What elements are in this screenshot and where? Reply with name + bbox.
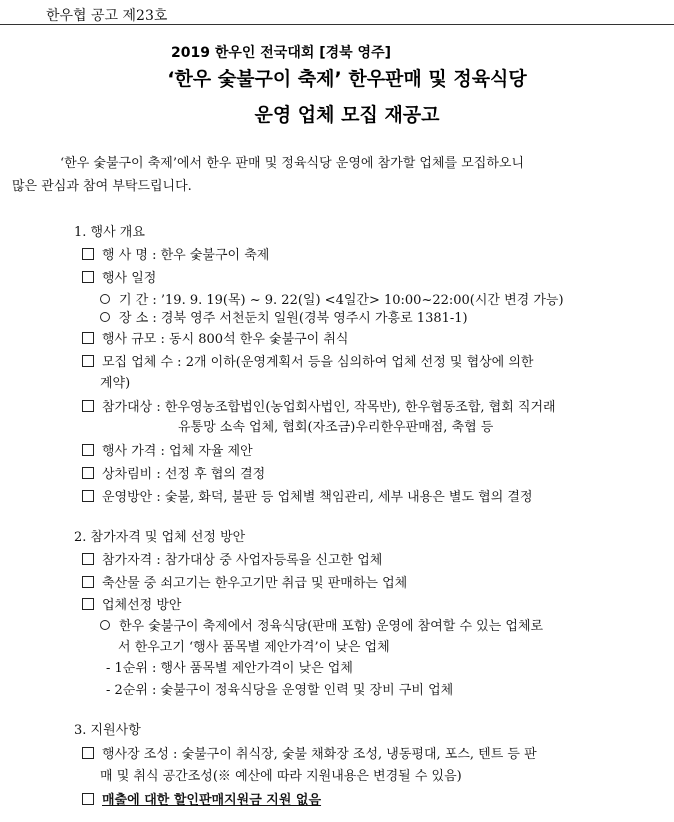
header-divider xyxy=(0,24,674,25)
item-price xyxy=(82,440,253,459)
intro-line-2: 많은 관심과 참여 부탁드립니다. xyxy=(12,179,192,194)
item-text: 참가자격 : 참가대상 중 사업자등록을 신고한 업체 xyxy=(102,553,383,568)
item-text: 한우 숯불구이 축제에서 정육식당(판매 포함) 운영에 참여할 수 있는 업체로 xyxy=(119,619,544,634)
item-operation xyxy=(82,486,533,505)
checkbox-icon xyxy=(82,490,94,502)
item-recruit xyxy=(82,351,534,370)
item-text: 행 사 명 : 한우 숯불구이 축제 xyxy=(102,248,270,263)
item-text: 축산물 중 쇠고기는 한우고기만 취급 및 판매하는 업체 xyxy=(102,576,408,591)
subitem-selection-detail-cont: 서 한우고기 ‘행사 품목별 제안가격’이 낮은 업체 xyxy=(118,640,390,655)
checkbox-icon xyxy=(82,355,94,367)
circle-bullet-icon xyxy=(100,294,110,304)
subitem-period xyxy=(100,289,564,308)
checkbox-icon xyxy=(82,248,94,260)
item-selection xyxy=(82,594,181,613)
title-line-1: 2019 한우인 전국대회 [경북 영주] xyxy=(170,45,392,61)
item-text: 모집 업체 수 : 2개 이하(운영계획서 등을 심의하여 업체 선정 및 협상에 의한 xyxy=(102,355,534,370)
item-scale xyxy=(82,328,349,347)
rank-2: - 2순위 : 숯불구이 정육식당을 운영할 인력 및 장비 구비 업체 xyxy=(106,683,454,698)
item-text: 기 간 : ’19. 9. 19(목) ~ 9. 22(일) <4일간> 10:00~22:00(시간 변경 가능) xyxy=(119,293,564,308)
item-fee xyxy=(82,463,265,482)
item-qualification xyxy=(82,549,382,568)
item-text: 매출에 대한 할인판매지원금 지원 없음 xyxy=(102,793,322,808)
subitem-venue xyxy=(100,307,468,326)
item-participants xyxy=(82,396,556,415)
checkbox-icon xyxy=(82,467,94,479)
checkbox-icon xyxy=(82,332,94,344)
section-2-heading: 2. 참가자격 및 업체 선정 방안 xyxy=(74,530,246,545)
subitem-selection-detail xyxy=(100,615,543,634)
title-line-2: ‘한우 숯불구이 축제’ 한우판매 및 정육식당 xyxy=(167,68,527,90)
item-text: 상차림비 : 선정 후 협의 결정 xyxy=(102,467,266,482)
item-text: 업체선정 방안 xyxy=(102,598,182,613)
item-text: 장 소 : 경북 영주 서천둔치 일원(경북 영주시 가흥로 1381-1) xyxy=(119,311,468,326)
item-text: 행사 일정 xyxy=(102,271,157,286)
item-no-discount xyxy=(82,789,321,808)
item-recruit-cont: 계약) xyxy=(100,376,131,391)
item-schedule xyxy=(82,267,156,286)
circle-bullet-icon xyxy=(100,312,110,322)
intro-paragraph xyxy=(12,152,640,198)
item-text: 행사 규모 : 동시 800석 한우 숯불구이 취식 xyxy=(102,332,349,347)
title-line-3: 운영 업체 모집 재공고 xyxy=(254,104,440,126)
checkbox-icon xyxy=(82,747,94,759)
item-text: 참가대상 : 한우영농조합법인(농업회사법인, 작목반), 한우협동조합, 협회 직거래 xyxy=(102,400,556,415)
item-text: 행사 가격 : 업체 자율 제안 xyxy=(102,444,253,459)
item-support xyxy=(82,743,537,762)
checkbox-icon xyxy=(82,793,94,805)
circle-bullet-icon xyxy=(100,620,110,630)
item-support-cont: 매 및 취식 공간조성(※ 예산에 따라 지원내용은 변경될 수 있음) xyxy=(100,769,462,784)
checkbox-icon xyxy=(82,271,94,283)
checkbox-icon xyxy=(82,553,94,565)
item-participants-cont: 유통망 소속 업체, 협회(자조금)우리한우판매점, 축협 등 xyxy=(178,420,494,435)
intro-line-1: ‘한우 숯불구이 축제’에서 한우 판매 및 정육식당 운영에 참가할 업체를 모집하오니 xyxy=(60,156,525,171)
checkbox-icon xyxy=(82,576,94,588)
item-event-name xyxy=(82,244,269,263)
item-text: 행사장 조성 : 숯불구이 취식장, 숯불 채화장 조성, 냉동평대, 포스, 텐트 등 판 xyxy=(102,747,537,762)
checkbox-icon xyxy=(82,444,94,456)
checkbox-icon xyxy=(82,400,94,412)
section-1-heading: 1. 행사 개요 xyxy=(74,225,145,240)
document-number: 한우협 공고 제23호 xyxy=(46,8,168,24)
rank-1: - 1순위 : 행사 품목별 제안가격이 낮은 업체 xyxy=(106,661,353,676)
section-3-heading: 3. 지원사항 xyxy=(74,723,141,738)
item-meat xyxy=(82,572,407,591)
item-text: 운영방안 : 숯불, 화덕, 불판 등 업체별 책임관리, 세부 내용은 별도 협의 결정 xyxy=(102,490,533,505)
checkbox-icon xyxy=(82,598,94,610)
